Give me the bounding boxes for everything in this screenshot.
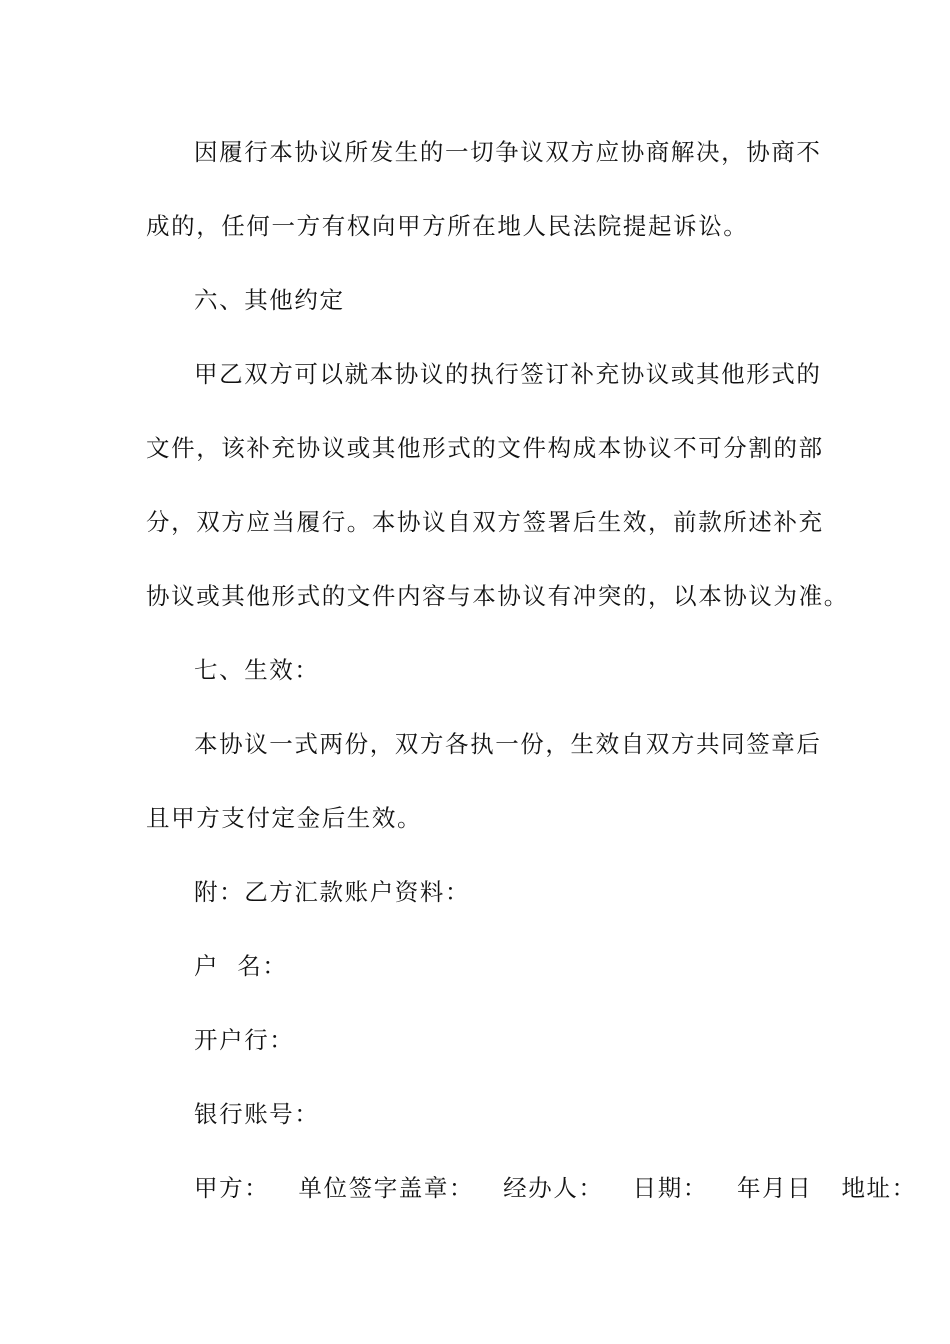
text-line: 分，双方应当履行。本协议自双方签署后生效，前款所述补充 xyxy=(146,508,824,536)
text-line: 甲乙双方可以就本协议的执行签订补充协议或其他形式的 xyxy=(194,360,822,388)
text-line: 本协议一式两份，双方各执一份，生效自双方共同签章后 xyxy=(194,730,822,758)
seal-label: 单位签字盖章： xyxy=(298,1174,475,1202)
text-line: 成的，任何一方有权向甲方所在地人民法院提起诉讼。 xyxy=(146,212,749,240)
paragraph-supplementary xyxy=(146,354,849,650)
text-line: 文件，该补充协议或其他形式的文件构成本协议不可分割的部 xyxy=(146,434,824,462)
paragraph-effective xyxy=(146,724,822,872)
party-a-label: 甲方： xyxy=(194,1174,270,1202)
document-body xyxy=(146,132,917,1242)
signature-line xyxy=(146,1168,917,1242)
account-name-label: 户 名： xyxy=(194,952,288,980)
handler-label: 经办人： xyxy=(503,1174,604,1202)
bank-name-label: 开户行： xyxy=(194,1026,295,1054)
text-line: 且甲方支付定金后生效。 xyxy=(146,804,423,832)
address-label: 地址： xyxy=(841,1174,917,1202)
text-line: 因履行本协议所发生的一切争议双方应协商解决，协商不 xyxy=(194,138,822,166)
date-label: 日期： xyxy=(632,1174,708,1202)
account-number-label: 银行账号： xyxy=(194,1100,320,1128)
date-value: 年月日 xyxy=(737,1174,813,1202)
appendix-heading: 附：乙方汇款账户资料： xyxy=(194,878,471,906)
text-line: 协议或其他形式的文件内容与本协议有冲突的，以本协议为准。 xyxy=(146,582,849,610)
section-heading-other-terms: 六、其他约定 xyxy=(194,286,345,314)
section-heading-effective: 七、生效： xyxy=(194,656,320,684)
paragraph-dispute xyxy=(146,132,822,280)
